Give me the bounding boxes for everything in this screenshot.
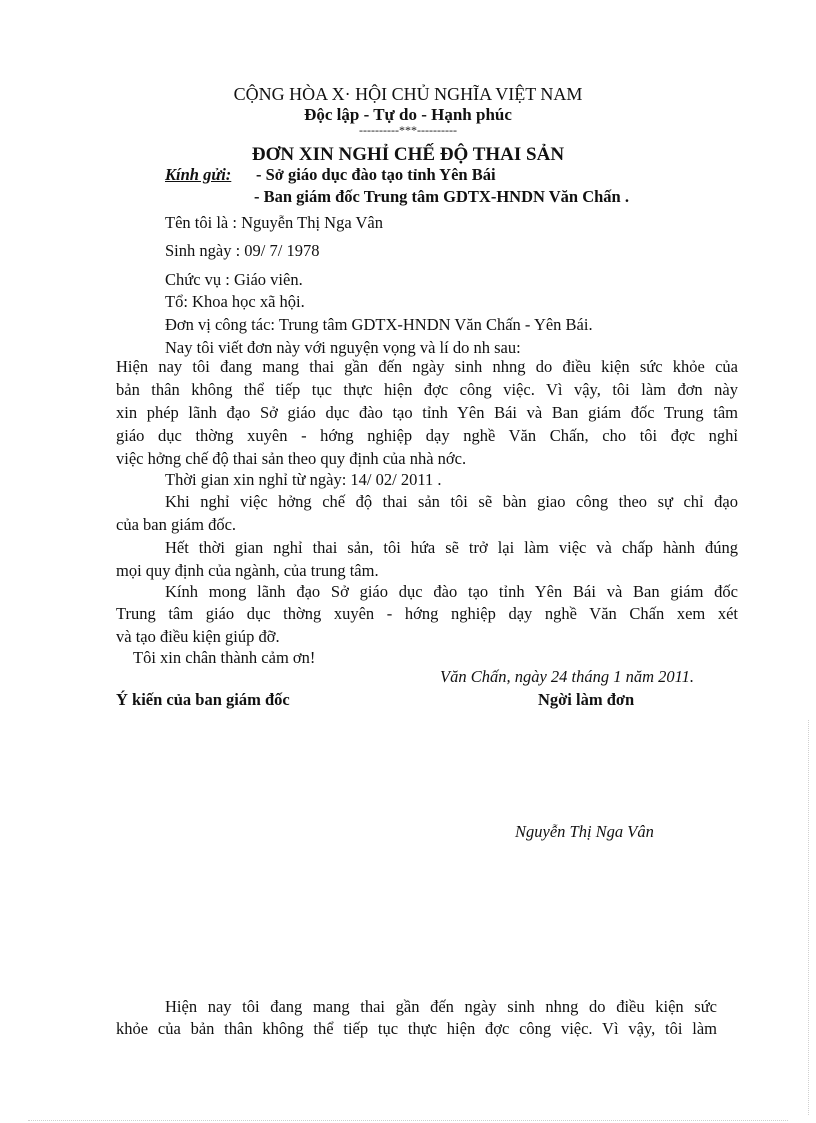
document-title: ĐƠN XIN NGHỈ CHẾ ĐỘ THAI SẢN: [251, 144, 565, 165]
applicant-name: Nguyễn Thị Nga Vân: [515, 822, 654, 841]
handover-line: của ban giám đốc.: [116, 515, 237, 534]
field-department: Tổ: Khoa học xã hội.: [165, 292, 305, 311]
request-line: Kính mong lãnh đạo Sở giáo dục đào tạo tỉnh Yên Bái và Ban giám đốc: [165, 582, 738, 601]
field-position: Chức vụ : Giáo viên.: [165, 270, 303, 289]
thanks-line: Tôi xin chân thành cảm ơn!: [133, 648, 316, 667]
reason-line: giáo dục thờng xuyên - hớng nghiệp dạy nghề Văn Chấn, cho tôi đợc nghỉ: [116, 426, 738, 445]
field-name: Tên tôi là : Nguyễn Thị Nga Vân: [165, 213, 383, 232]
applicant-label: Ngời làm đơn: [538, 690, 635, 709]
return-line: Hết thời gian nghỉ thai sản, tôi hứa sẽ trở lại làm việc và chấp hành đúng: [165, 538, 738, 557]
reason-line: xin phép lãnh đạo Sở giáo dục đào tạo tỉnh Yên Bái và Ban giám đốc Trung tâm: [116, 403, 738, 422]
board-opinion-label: Ý kiến của ban giám đốc: [116, 690, 290, 709]
handover-line: Khi nghỉ việc hởng chế độ thai sản tôi sẽ bàn giao công theo sự chỉ đạo: [165, 492, 738, 511]
repeat-line: Hiện nay tôi đang mang thai gần đến ngày sinh nhng do điều kiện sức: [165, 997, 717, 1016]
page-right-border: [808, 720, 809, 1115]
return-line: mọi quy định của ngành, của trung tâm.: [116, 561, 379, 580]
body-intro: Nay tôi viết đơn này với nguyện vọng và lí do nh sau:: [165, 338, 521, 357]
recipient-second: - Ban giám đốc Trung tâm GDTX-HNDN Văn Chấn .: [254, 187, 629, 206]
reason-line: Hiện nay tôi đang mang thai gần đến ngày sinh nhng do điều kiện sức khỏe của: [116, 357, 738, 376]
request-line: Trung tâm giáo dục thờng xuyên - hớng nghiệp dạy nghề Văn Chấn xem xét: [116, 604, 738, 623]
field-workplace: Đơn vị công tác: Trung tâm GDTX-HNDN Văn Chấn - Yên Bái.: [165, 315, 593, 334]
place-date: Văn Chấn, ngày 24 tháng 1 năm 2011.: [440, 667, 695, 686]
recipient-first: - Sở giáo dục đào tạo tỉnh Yên Bái: [256, 165, 496, 184]
field-birthdate: Sinh ngày : 09/ 7/ 1978: [165, 241, 320, 260]
reason-line: việc hởng chế độ thai sản theo quy định của nhà nớc.: [116, 449, 467, 468]
repeat-line: khỏe của bản thân không thể tiếp tục thực hiện đợc công việc. Vì vậy, tôi làm: [116, 1019, 717, 1038]
request-line: và tạo điều kiện giúp đỡ.: [116, 627, 280, 646]
recipient-label: Kính gửi:: [165, 165, 232, 184]
reason-line: bản thân không thể tiếp tục thực hiện đợc công việc. Vì vậy, tôi làm đơn này: [116, 380, 738, 399]
country-name: CỘNG HÒA X· HỘI CHỦ NGHĨA VIỆT NAM: [233, 84, 583, 104]
header-divider: ----------***----------: [359, 123, 457, 137]
motto: Độc lập - Tự do - Hạnh phúc: [304, 105, 512, 124]
page-bottom-border: [28, 1120, 788, 1121]
leave-date: Thời gian xin nghỉ từ ngày: 14/ 02/ 2011 .: [165, 470, 442, 489]
